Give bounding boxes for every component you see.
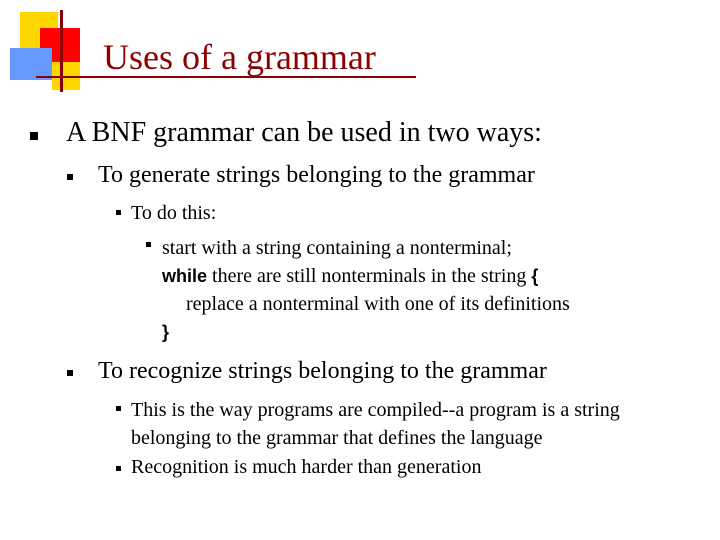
slide-title: Uses of a grammar xyxy=(103,37,376,77)
algorithm-line-2-text: there are still nonterminals in the string xyxy=(207,265,532,287)
algorithm-line-4 xyxy=(162,318,570,346)
algorithm-block xyxy=(162,234,570,346)
algorithm-line-3: replace a nonterminal with one of its definitions xyxy=(186,293,570,315)
logo-vertical-rule xyxy=(60,10,63,92)
sub-item-recognition: Recognition is much harder than generation xyxy=(131,456,482,478)
sub-item-to-do-this: To do this: xyxy=(131,202,217,224)
bullet-square-icon xyxy=(67,370,73,376)
algorithm-line-1: start with a string containing a nonterminal; xyxy=(162,237,512,259)
bullet-square-icon xyxy=(146,242,151,247)
bullet-square-icon xyxy=(30,132,38,140)
bullet-square-icon xyxy=(67,174,73,180)
bullet-square-icon xyxy=(116,466,121,471)
bullet-square-icon xyxy=(116,210,121,215)
brace-close: } xyxy=(162,322,170,342)
bullet-square-icon xyxy=(116,406,121,411)
brace-open: { xyxy=(531,266,539,286)
main-bullet-text: A BNF grammar can be used in two ways: xyxy=(66,117,542,148)
keyword-while: while xyxy=(162,266,208,286)
sub-item-compiled: This is the way programs are compiled--a program is a string belonging to the grammar that defines the language xyxy=(131,399,620,449)
algorithm-line-2 xyxy=(162,262,570,290)
sub-bullet-recognize: To recognize strings belonging to the grammar xyxy=(98,358,547,384)
sub-bullet-generate: To generate strings belonging to the grammar xyxy=(98,162,535,188)
